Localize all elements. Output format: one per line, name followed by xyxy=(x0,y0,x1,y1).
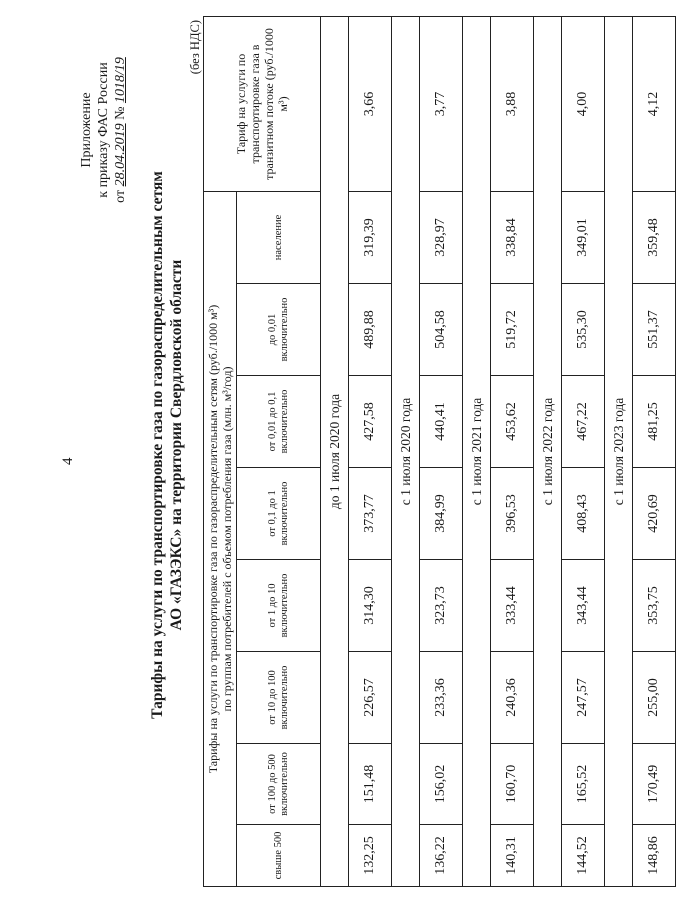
table-cell: 427,58 xyxy=(349,376,392,468)
column-header: от 1 до 10 включительно xyxy=(237,560,321,652)
table-cell: 467,22 xyxy=(562,376,605,468)
table-cell: 3,77 xyxy=(420,16,463,191)
table-cell: 504,58 xyxy=(420,284,463,376)
table-cell: 4,12 xyxy=(633,16,676,191)
table-cell: 247,57 xyxy=(562,652,605,744)
table-cell: 319,39 xyxy=(349,191,392,283)
page-number: 4 xyxy=(60,457,76,465)
column-header: от 0,01 до 0,1 включительно xyxy=(237,376,321,468)
table-cell: 3,66 xyxy=(349,16,392,191)
group-header-line-2: по группам потребителей с объемом потребления газа (млн. м³/год) xyxy=(220,366,234,712)
column-header: от 0,1 до 1 включительно xyxy=(237,468,321,560)
column-header: свыше 500 xyxy=(237,825,321,887)
table-cell: 4,00 xyxy=(562,16,605,191)
table-cell: 136,22 xyxy=(420,825,463,887)
period-row xyxy=(463,16,491,886)
annex-line-2: к приказу ФАС России xyxy=(96,62,111,198)
column-header: до 0,01 включительно xyxy=(237,284,321,376)
table-cell: 440,41 xyxy=(420,376,463,468)
table-cell: 359,48 xyxy=(633,191,676,283)
table-cell: 328,97 xyxy=(420,191,463,283)
table-cell: 148,86 xyxy=(633,825,676,887)
column-header: от 100 до 500 включительно xyxy=(237,744,321,825)
table-row xyxy=(349,16,392,886)
table-cell: 140,31 xyxy=(491,825,534,887)
annex-line-1: Приложение xyxy=(79,92,94,168)
group-header xyxy=(204,191,237,886)
table-cell: 453,62 xyxy=(491,376,534,468)
period-label: с 1 июля 2020 года xyxy=(392,16,420,886)
period-label: с 1 июля 2021 года xyxy=(463,16,491,886)
period-label: с 1 июля 2022 года xyxy=(534,16,562,886)
table-cell: 226,57 xyxy=(349,652,392,744)
handwritten-number: 1018/19 xyxy=(113,57,128,104)
table-header-row-1 xyxy=(204,16,237,886)
table-cell: 338,84 xyxy=(491,191,534,283)
table-cell: 408,43 xyxy=(562,468,605,560)
table-cell: 349,01 xyxy=(562,191,605,283)
group-header-line-1: Тарифы на услуги по транспортировке газа по газораспределительным сетям (руб./1000 м³) xyxy=(206,304,220,774)
table-cell: 420,69 xyxy=(633,468,676,560)
table-cell: 551,37 xyxy=(633,284,676,376)
period-row xyxy=(392,16,420,886)
period-row xyxy=(321,16,349,886)
table-row xyxy=(491,16,534,886)
vat-note: (без НДС) xyxy=(188,20,202,75)
table-cell: 170,49 xyxy=(633,744,676,825)
table-cell: 535,30 xyxy=(562,284,605,376)
table-cell: 156,02 xyxy=(420,744,463,825)
number-prefix: № xyxy=(113,106,128,120)
table-cell: 132,25 xyxy=(349,825,392,887)
annex-block xyxy=(78,5,129,255)
handwritten-date: 28.04.2019 xyxy=(113,123,128,187)
table-cell: 255,00 xyxy=(633,652,676,744)
table-cell: 240,36 xyxy=(491,652,534,744)
table-cell: 489,88 xyxy=(349,284,392,376)
tariff-table xyxy=(203,16,676,887)
period-label: до 1 июля 2020 года xyxy=(321,16,349,886)
table-cell: 384,99 xyxy=(420,468,463,560)
table-cell: 323,73 xyxy=(420,560,463,652)
table-cell: 481,25 xyxy=(633,376,676,468)
transit-header: Тариф на услуги по транспортировке газа в транзитном потоке (руб./1000 м³) xyxy=(204,16,321,191)
date-prefix: от xyxy=(113,189,128,203)
table-cell: 396,53 xyxy=(491,468,534,560)
table-cell: 314,30 xyxy=(349,560,392,652)
title-line-2: АО «ГАЗЭКС» на территории Свердловской области xyxy=(168,259,185,631)
table-row xyxy=(420,16,463,886)
table-cell: 151,48 xyxy=(349,744,392,825)
column-header: от 10 до 100 включительно xyxy=(237,652,321,744)
table-cell: 144,52 xyxy=(562,825,605,887)
table-cell: 160,70 xyxy=(491,744,534,825)
annex-date-line xyxy=(112,5,129,255)
table-row xyxy=(633,16,676,886)
table-cell: 233,36 xyxy=(420,652,463,744)
document-title xyxy=(148,45,186,845)
table-cell: 165,52 xyxy=(562,744,605,825)
title-line-1: Тарифы на услуги по транспортировке газа по газораспределительным сетям xyxy=(149,171,166,719)
period-row xyxy=(605,16,633,886)
table-cell: 343,44 xyxy=(562,560,605,652)
table-cell: 519,72 xyxy=(491,284,534,376)
table-row xyxy=(562,16,605,886)
table-cell: 333,44 xyxy=(491,560,534,652)
column-header: население xyxy=(237,191,321,283)
table-cell: 3,88 xyxy=(491,16,534,191)
table-cell: 373,77 xyxy=(349,468,392,560)
table-cell: 353,75 xyxy=(633,560,676,652)
period-label: с 1 июля 2023 года xyxy=(605,16,633,886)
period-row xyxy=(534,16,562,886)
